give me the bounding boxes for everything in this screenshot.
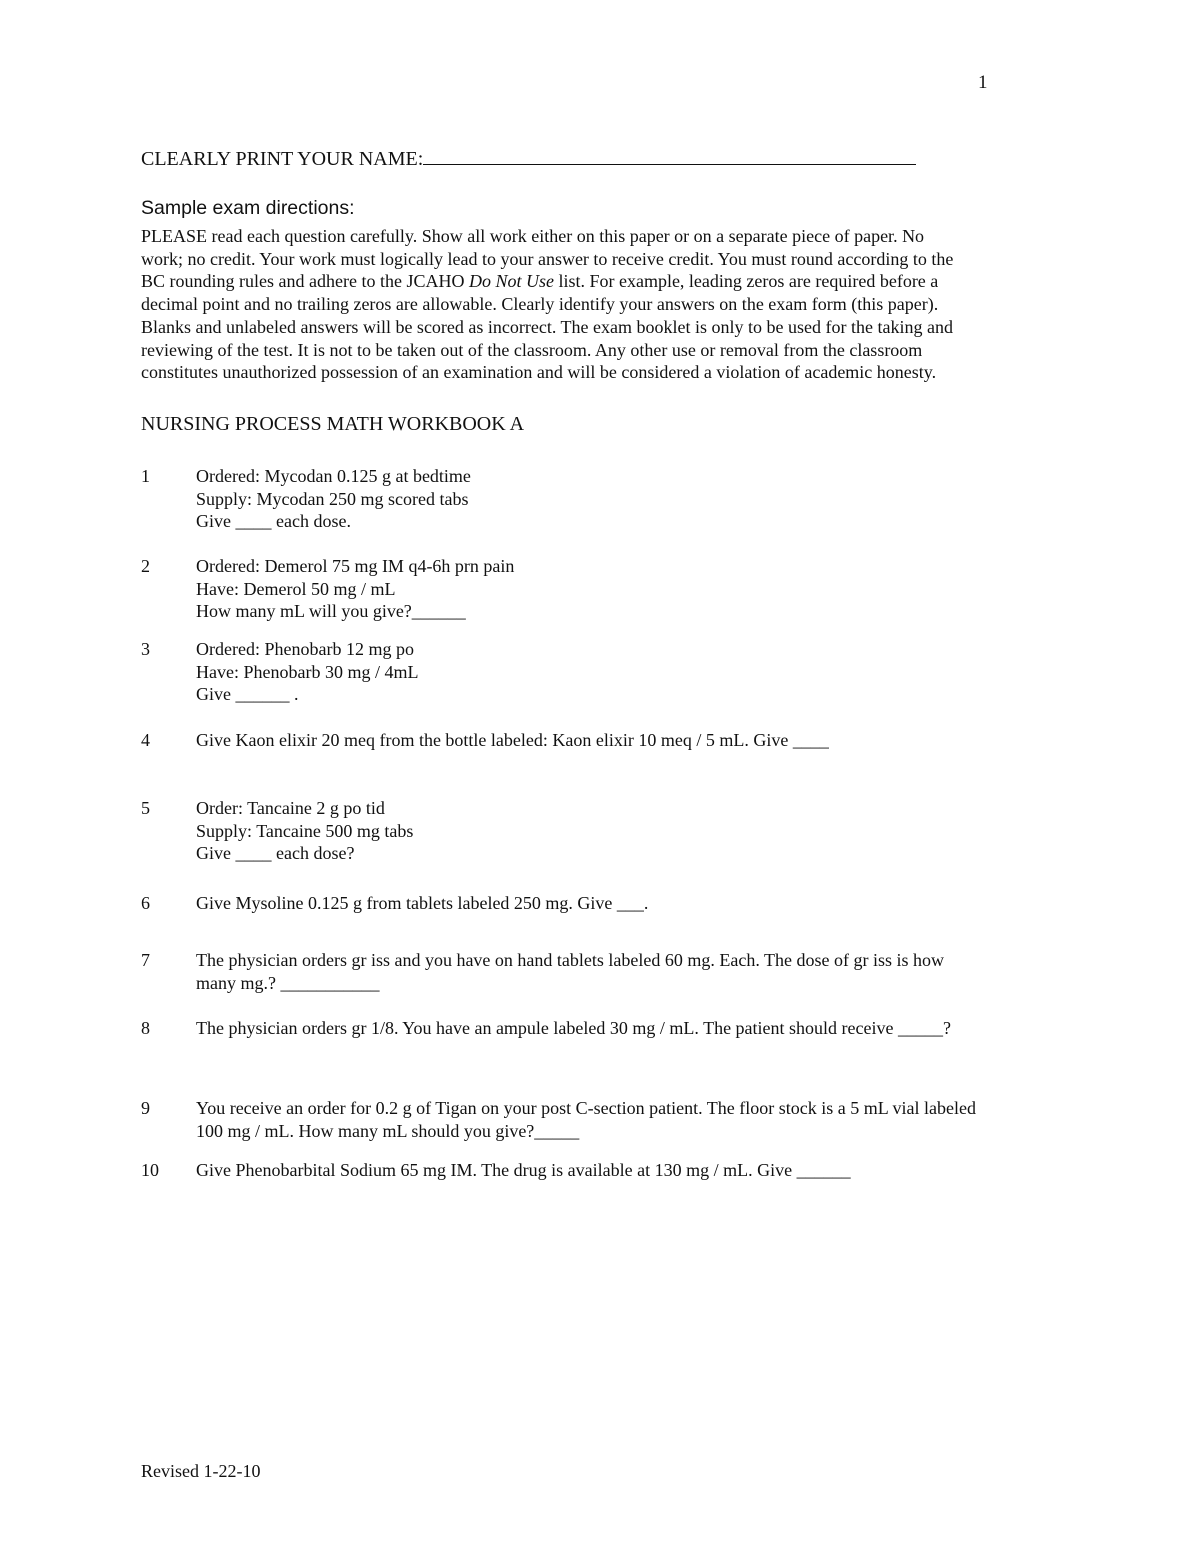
page-number: 1 [978, 72, 988, 93]
question-text [196, 797, 1076, 865]
question-line: Supply: Mycodan 250 mg scored tabs [196, 488, 469, 509]
directions-line: constitutes unauthorized possession of an examination and will be considered a violation of academic honesty. [141, 362, 937, 383]
question-number: 5 [141, 798, 150, 818]
question-line: Give ____ each dose. [196, 511, 351, 532]
directions-line: Blanks and unlabeled answers will be scored as incorrect. The exam booklet is only to be used for the taking and [141, 316, 953, 337]
question-number: 1 [141, 466, 150, 486]
question-line: Give Kaon elixir 20 meq from the bottle labeled: Kaon elixir 10 meq / 5 mL. Give ____ [196, 730, 829, 750]
question-line: Give Phenobarbital Sodium 65 mg IM. The drug is available at 130 mg / mL. Give ______ [196, 1160, 851, 1180]
question-number: 6 [141, 893, 150, 913]
question-line: 100 mg / mL. How many mL should you give?_____ [196, 1120, 580, 1141]
directions-text: list. For example, leading zeros are required before a [553, 271, 939, 292]
question-line: Have: Phenobarb 30 mg / 4mL [196, 661, 419, 682]
workbook-title: NURSING PROCESS MATH WORKBOOK A [141, 413, 525, 435]
question-line: Supply: Tancaine 500 mg tabs [196, 820, 414, 841]
question-line: Ordered: Demerol 75 mg IM q4-6h prn pain [196, 556, 515, 576]
question-line: Give ____ each dose? [196, 843, 355, 864]
name-label: CLEARLY PRINT YOUR NAME: [141, 148, 424, 170]
revision-date: Revised 1-22-10 [141, 1461, 261, 1481]
question-text [196, 465, 1076, 533]
directions-line: work; no credit. Your work must logically lead to your answer to receive credit. You must round according to the [141, 248, 954, 269]
question-line: How many mL will you give?______ [196, 601, 466, 622]
question-line: The physician orders gr 1/8. You have an ampule labeled 30 mg / mL. The patient should receive _____? [196, 1018, 951, 1038]
question-line: You receive an order for 0.2 g of Tigan on your post C-section patient. The floor stock is a 5 mL vial labeled [196, 1098, 977, 1118]
question-text [196, 892, 1076, 915]
question-number: 3 [141, 639, 150, 659]
question-line: Order: Tancaine 2 g po tid [196, 798, 385, 818]
question-text [196, 1097, 1076, 1142]
directions-line: PLEASE read each question carefully. Show all work either on this paper or on a separate piece of paper. No [141, 226, 925, 246]
question-number: 10 [141, 1160, 159, 1180]
question-line: The physician orders gr iss and you have on hand tablets labeled 60 mg. Each. The dose of gr iss is how [196, 950, 945, 970]
question-line: Give Mysoline 0.125 g from tablets labeled 250 mg. Give ___. [196, 893, 649, 913]
question-text [196, 638, 1076, 706]
question-text [196, 949, 1076, 994]
question-line: Ordered: Mycodan 0.125 g at bedtime [196, 466, 471, 486]
directions-line [141, 270, 1061, 293]
name-blank-line[interactable] [423, 144, 916, 165]
question-line: Ordered: Phenobarb 12 mg po [196, 639, 414, 659]
question-text [196, 729, 1076, 752]
directions-text: BC rounding rules and adhere to the JCAHO [141, 271, 469, 292]
question-number: 9 [141, 1098, 150, 1118]
directions-heading: Sample exam directions: [141, 197, 355, 219]
directions-line: decimal point and no trailing zeros are allowable. Clearly identify your answers on the exam form (this paper). [141, 294, 939, 315]
question-number: 4 [141, 730, 150, 750]
question-text [196, 1017, 1076, 1040]
do-not-use-emphasis: Do Not Use [468, 271, 554, 292]
name-field-row [141, 144, 916, 171]
question-number: 2 [141, 556, 150, 576]
question-line: Give ______ . [196, 684, 299, 705]
question-line: many mg.? ___________ [196, 972, 380, 993]
directions-paragraph [141, 225, 1061, 384]
question-text [196, 555, 1076, 623]
directions-line: reviewing of the test. It is not to be taken out of the classroom. Any other use or removal from the classroom [141, 339, 923, 360]
question-text [196, 1159, 1076, 1182]
question-number: 7 [141, 950, 150, 970]
question-line: Have: Demerol 50 mg / mL [196, 578, 396, 599]
question-number: 8 [141, 1018, 150, 1038]
